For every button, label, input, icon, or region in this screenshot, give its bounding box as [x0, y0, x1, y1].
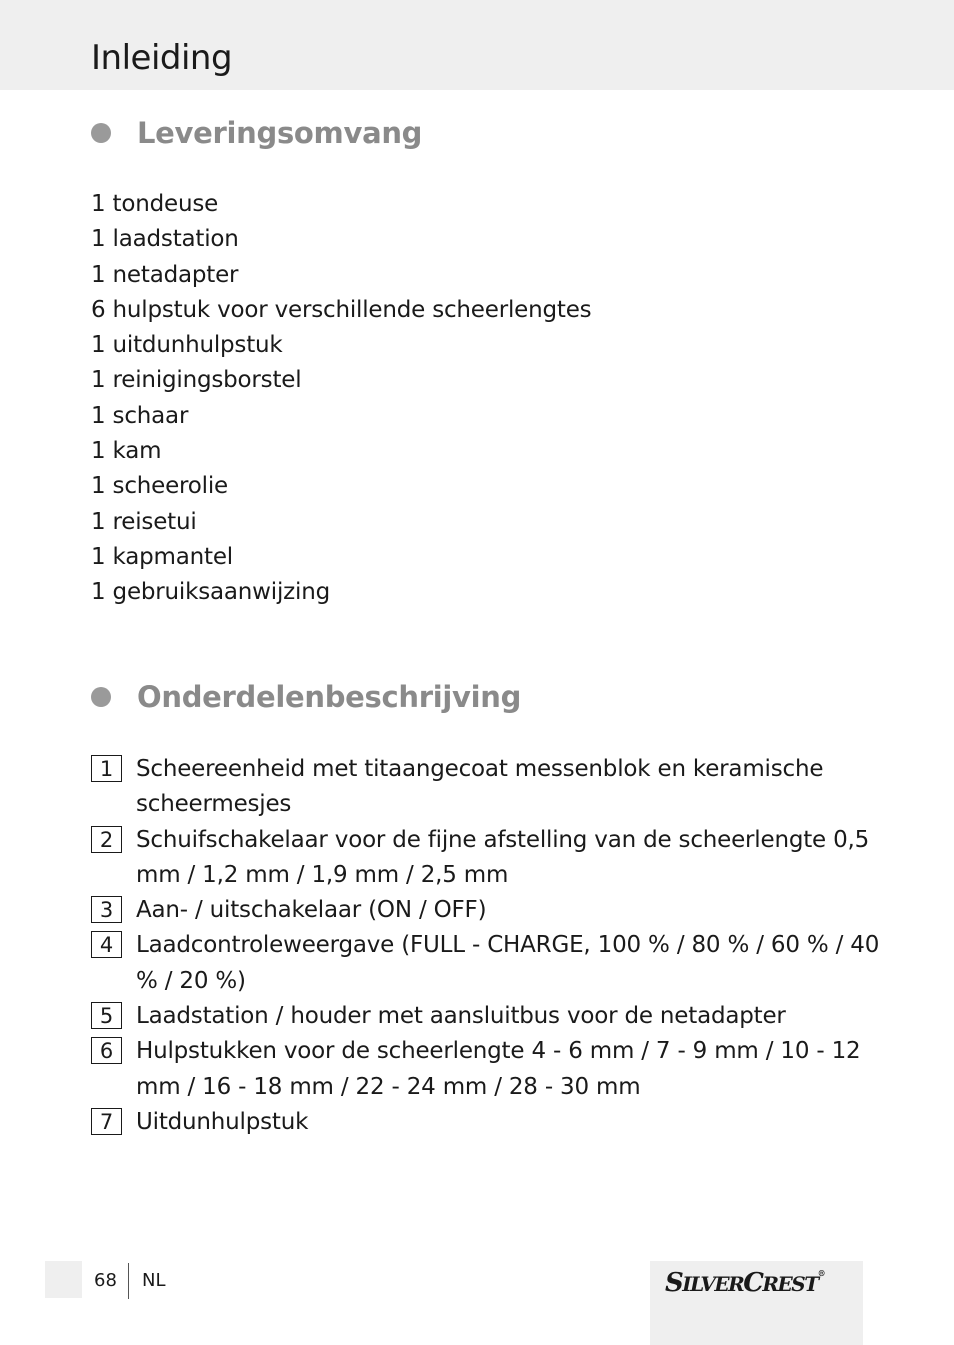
list-item: 1 kam [91, 438, 162, 465]
part-item [91, 999, 881, 1034]
part-number-box: 1 [91, 755, 122, 782]
part-item [91, 893, 881, 928]
part-description: Hulpstukken voor de scheerlengte 4 - 6 mm / 7 - 9 mm / 10 - 12 mm / 16 - 18 mm / 22 - 24 mm / 28 - 30 mm [136, 1038, 861, 1100]
part-number-box: 6 [91, 1037, 122, 1064]
part-item [91, 752, 881, 823]
part-description: Aan- / uitschakelaar (ON / OFF) [136, 897, 487, 924]
footer-left-block [45, 1261, 82, 1298]
list-item: 1 gebruiksaanwijzing [91, 579, 331, 606]
part-number-box: 2 [91, 826, 122, 853]
part-description: Laadcontroleweergave (FULL - CHARGE, 100 % / 80 % / 60 % / 40 % / 20 %) [136, 932, 880, 994]
list-item: 6 hulpstuk voor verschillende scheerlengtes [91, 296, 592, 323]
part-item [91, 823, 881, 894]
part-description: Schuifschakelaar voor de fijne afstelling van de scheerlengte 0,5 mm / 1,2 mm / 1,9 mm / 2,5 mm [136, 826, 870, 888]
footer-language: NL [142, 1270, 166, 1291]
part-description: Scheereenheid met titaangecoat messenblok en keramische scheermesjes [136, 756, 824, 818]
part-item [91, 928, 881, 999]
parts-list [91, 752, 881, 1140]
part-number-box: 7 [91, 1108, 122, 1135]
section-heading-text: Leveringsomvang [137, 116, 423, 150]
brand-logo: SILVERCREST® [665, 1268, 826, 1298]
bullet-dot-icon [91, 687, 111, 707]
list-item: 1 laadstation [91, 226, 239, 253]
list-item: 1 uitdunhulpstuk [91, 332, 283, 359]
bullet-dot-icon [91, 123, 111, 143]
list-item: 1 reisetui [91, 508, 197, 535]
part-item [91, 1105, 881, 1140]
footer-divider [128, 1263, 129, 1299]
part-number-box: 5 [91, 1002, 122, 1029]
section-heading-text: Onderdelenbeschrijving [137, 680, 522, 714]
part-description: Uitdunhulpstuk [136, 1108, 309, 1135]
section-heading-delivery [91, 113, 422, 153]
part-description: Laadstation / houder met aansluitbus voor de netadapter [136, 1003, 786, 1030]
list-item: 1 reinigingsborstel [91, 367, 302, 394]
part-item [91, 1034, 881, 1105]
part-number-box: 4 [91, 931, 122, 958]
delivery-list [91, 187, 591, 611]
list-item: 1 scheerolie [91, 473, 229, 500]
list-item: 1 kapmantel [91, 543, 233, 570]
list-item: 1 schaar [91, 402, 189, 429]
list-item: 1 netadapter [91, 261, 239, 288]
page-number: 68 [94, 1270, 117, 1291]
page-title: Inleiding [91, 38, 233, 78]
part-number-box: 3 [91, 896, 122, 923]
list-item: 1 tondeuse [91, 191, 219, 217]
section-heading-parts [91, 677, 521, 717]
